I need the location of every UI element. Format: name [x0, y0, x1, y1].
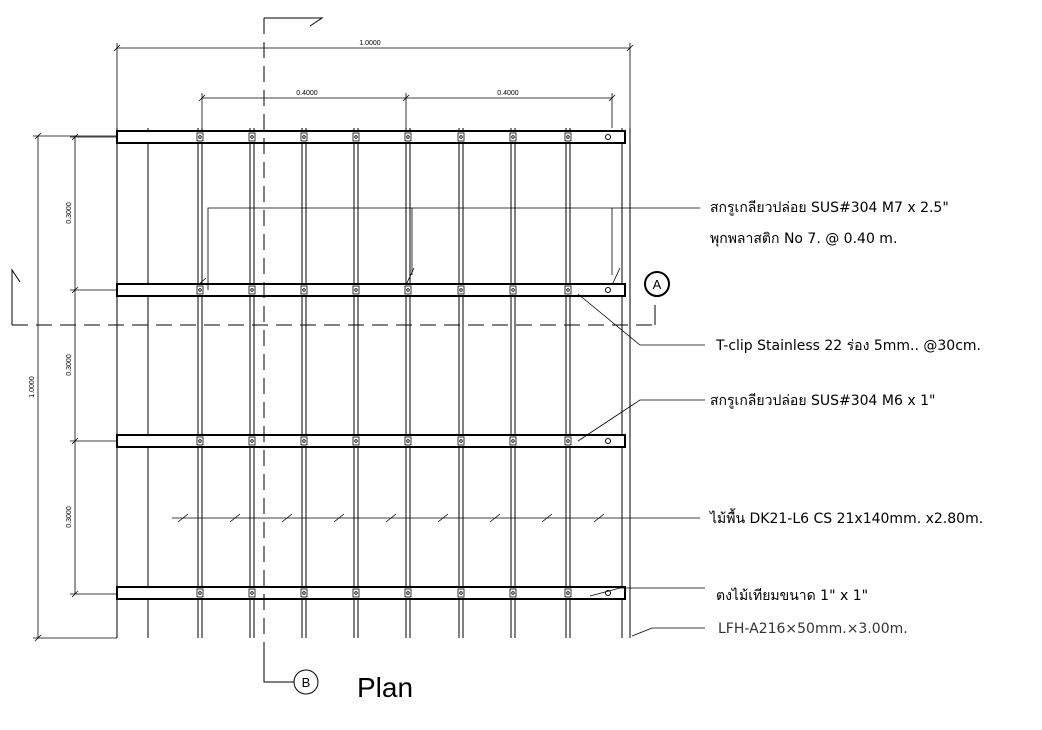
- screw-holes: [606, 135, 611, 596]
- dim-joist-3: 0.3000: [66, 506, 73, 528]
- deck-boards: [117, 128, 630, 638]
- note-deck-board: ไม้พื้น DK21-L6 CS 21x140mm. x2.80m.: [710, 511, 984, 527]
- dim-bay-2: 0.4000: [497, 90, 519, 97]
- dim-joist-1: 0.3000: [66, 202, 73, 224]
- dimension-joist-spacing: [70, 134, 117, 597]
- dim-overall-height: 1.0000: [29, 376, 36, 398]
- note-lfh: LFH-A216×50mm.×3.00m.: [718, 621, 908, 637]
- section-bubble-a: [645, 272, 669, 296]
- dimension-overall-width: [114, 43, 633, 128]
- section-arrow-top: [264, 18, 322, 26]
- dim-bay-1: 0.4000: [296, 90, 318, 97]
- joists: [117, 131, 625, 599]
- joist-3: [117, 435, 625, 447]
- note-joist: ตงไม้เทียมขนาด 1" x 1": [716, 588, 869, 604]
- leader-screw-m7: [208, 208, 700, 290]
- leader-tclip: [578, 294, 705, 345]
- svg-text:B: B: [301, 675, 311, 690]
- dim-joist-2: 0.3000: [66, 354, 73, 376]
- section-bubble-b: [264, 655, 318, 694]
- note-screw-m6: สกรูเกลียวปล่อย SUS#304 M6 x 1": [710, 393, 936, 409]
- svg-text:A: A: [652, 277, 662, 292]
- note-screw-m7-line2: พุกพลาสติก No 7. @ 0.40 m.: [710, 231, 898, 247]
- section-arrow-left: [12, 270, 20, 325]
- leader-deck-board: [172, 514, 700, 522]
- note-tclip: T-clip Stainless 22 ร่อง 5mm.. @30cm.: [716, 338, 982, 354]
- dim-overall-width: 1.0000: [359, 40, 381, 47]
- joist-2: [117, 284, 625, 296]
- note-screw-m7-line1: สกรูเกลียวปล่อย SUS#304 M7 x 2.5": [710, 200, 949, 216]
- dimension-bays: [199, 93, 615, 128]
- joist-4: [117, 587, 625, 599]
- leader-lfh: [632, 628, 705, 636]
- drawing-title: Plan: [357, 672, 414, 703]
- joist-1: [117, 131, 625, 143]
